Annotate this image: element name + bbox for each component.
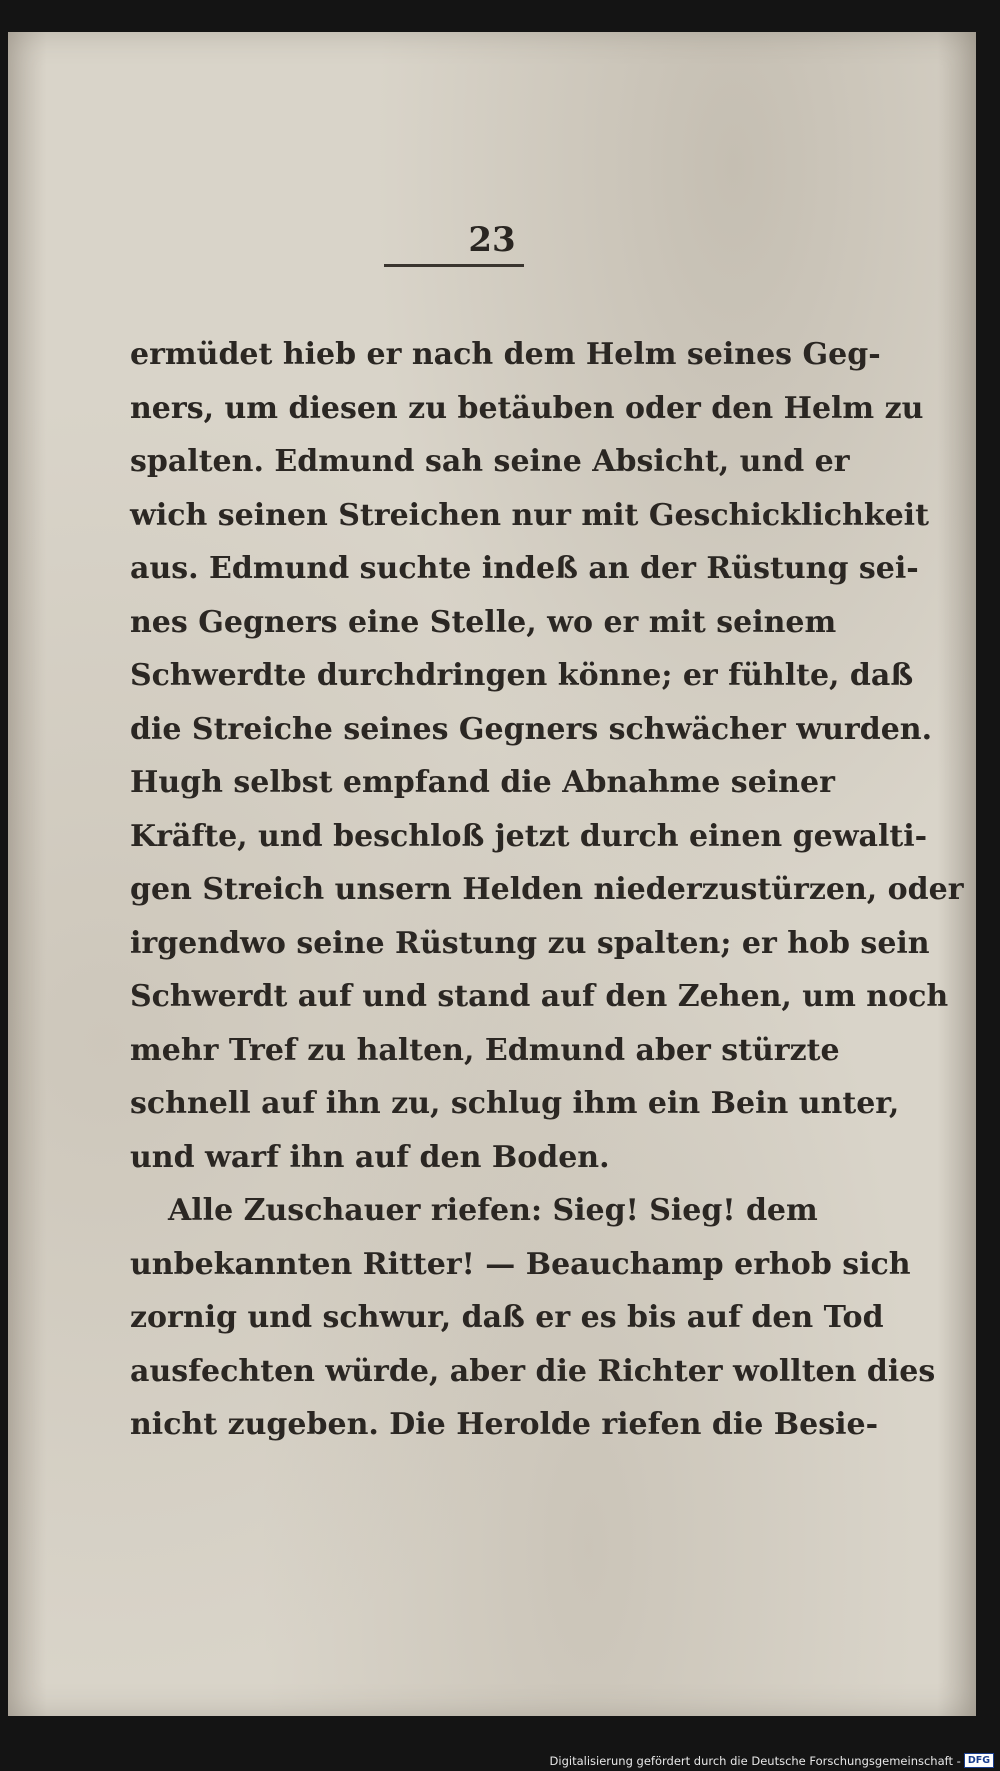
text-line: wich seinen Streichen nur mit Geschicklichkeit (130, 497, 929, 533)
text-line-paragraph-start: Alle Zuschauer riefen: Sieg! Sieg! dem (168, 1193, 818, 1228)
text-line: irgendwo seine Rüstung zu spalten; er hob sein (130, 925, 930, 961)
text-line: mehr Tref zu halten, Edmund aber stürzte (130, 1032, 840, 1068)
text-line: gen Streich unsern Helden niederzustürzen, oder (130, 872, 964, 907)
text-line: ermüdet hieb er nach dem Helm seines Geg- (130, 337, 881, 372)
text-line: ners, um diesen zu betäuben oder den Helm zu (130, 390, 924, 426)
text-line: unbekannten Ritter! — Beauchamp erhob sich (130, 1246, 911, 1282)
text-line: zornig und schwur, daß er es bis auf den Tod (130, 1300, 884, 1335)
text-line: schnell auf ihn zu, schlug ihm ein Bein unter, (130, 1086, 900, 1121)
text-line-paragraph-end: und warf ihn auf den Boden. (130, 1139, 610, 1175)
body-text (130, 328, 964, 1452)
text-line: ausfechten würde, aber die Richter wollten dies (130, 1353, 936, 1389)
text-line: Schwerdt auf und stand auf den Zehen, um noch (130, 979, 949, 1014)
text-line: spalten. Edmund sah seine Absicht, und er (130, 444, 850, 479)
text-line: nes Gegners eine Stelle, wo er mit seinem (130, 604, 837, 640)
text-line: nicht zugeben. Die Herolde riefen die Besie- (130, 1407, 879, 1442)
text-line: aus. Edmund suchte indeß an der Rüstung sei- (130, 551, 919, 586)
text-line: Kräfte, und beschloß jetzt durch einen gewalti- (130, 818, 928, 854)
text-line: die Streiche seines Gegners schwächer wurden. (130, 711, 933, 747)
dfg-logo-icon: DFG (964, 1753, 994, 1768)
credit-text: Digitalisierung gefördert durch die Deutsche Forschungsgemeinschaft - (549, 1753, 961, 1768)
page-number: 23 (468, 220, 516, 260)
text-line: Hugh selbst empfand die Abnahme seiner (130, 765, 835, 800)
text-line: Schwerdte durchdringen könne; er fühlte, daß (130, 658, 914, 693)
book-page (8, 32, 976, 1716)
digitization-credit (550, 1753, 994, 1768)
page-number-rule (384, 264, 524, 267)
